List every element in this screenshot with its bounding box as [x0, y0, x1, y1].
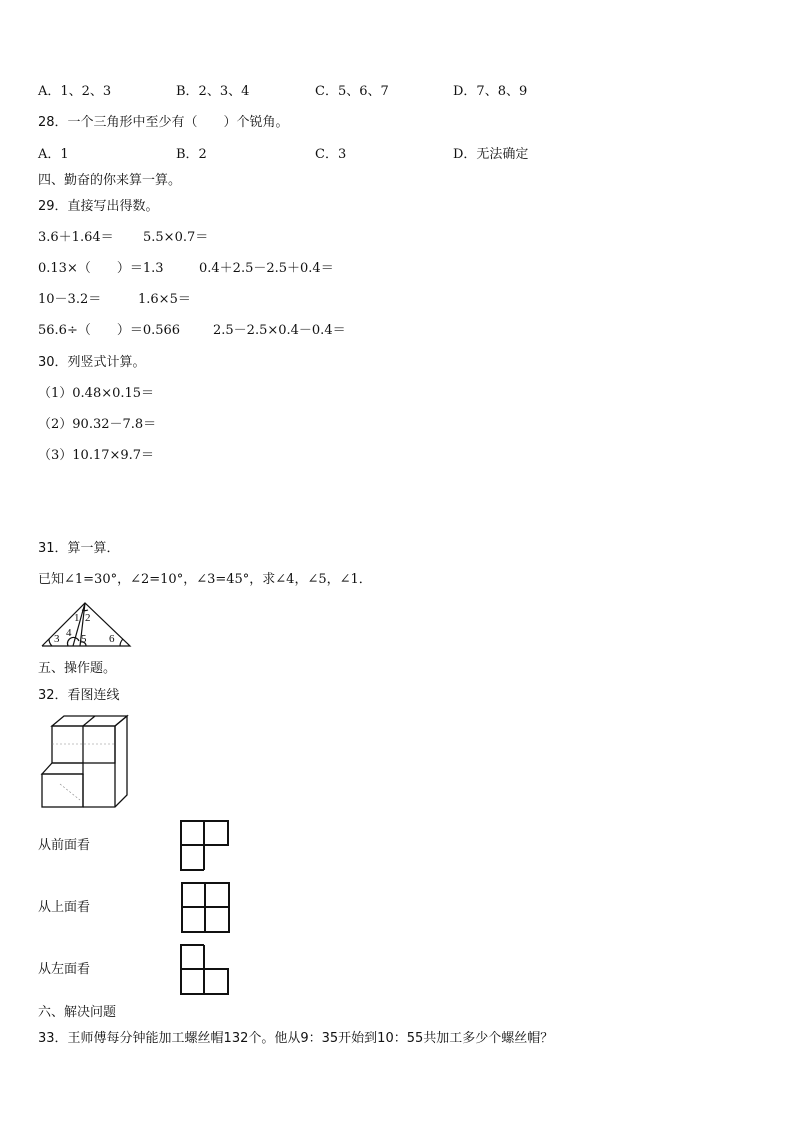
angle-label: 2	[85, 612, 91, 624]
view-shape-a	[180, 820, 230, 872]
angle-label: 1	[74, 612, 80, 624]
q28-option-c: C．3	[315, 147, 347, 162]
q32-title: 32．看图连线	[38, 688, 120, 703]
section-6-heading: 六、解决问题	[38, 1005, 117, 1020]
q30-item-2: （2）90.32－7.8＝	[38, 417, 157, 432]
q31-text: 已知∠1=30°，∠2=10°，∠3=45°，求∠4，∠5，∠1．	[38, 572, 372, 587]
cube-stack-figure	[40, 714, 130, 810]
q33-question: 33．王师傅每分钟能加工螺丝帽132个。他从9：35开始到10：55共加工多少个螺丝帽？	[38, 1031, 554, 1046]
q29-problem: 10－3.2＝	[38, 292, 102, 307]
q27-option-b: B．2、3、4	[176, 84, 250, 99]
section-4-heading: 四、勤奋的你来算一算。	[38, 173, 182, 188]
angle-label: 3	[54, 633, 60, 645]
q29-problem: 0.4＋2.5－2.5＋0.4＝	[199, 261, 334, 276]
angle-label: 4	[66, 627, 72, 639]
q29-problem: 0.13×（ ）＝1.3	[38, 261, 164, 276]
q30-title: 30．列竖式计算。	[38, 355, 146, 370]
q29-problem: 3.6＋1.64＝	[38, 230, 114, 245]
view-shape-c	[180, 944, 230, 996]
q27-option-c: C．5、6、7	[315, 84, 389, 99]
q31-title: 31．算一算．	[38, 541, 120, 556]
q30-item-1: （1）0.48×0.15＝	[38, 386, 155, 401]
section-5-heading: 五、操作题。	[38, 661, 117, 676]
view-label-front: 从前面看	[38, 838, 91, 853]
view-shape-b	[181, 882, 231, 934]
q29-problem: 56.6÷（ ）＝0.566	[38, 323, 181, 338]
triangle-figure	[40, 600, 132, 648]
q29-title: 29．直接写出得数。	[38, 199, 159, 214]
view-label-top: 从上面看	[38, 900, 91, 915]
q27-option-d: D．7、8、9	[453, 84, 528, 99]
q27-option-a: A．1、2、3	[38, 84, 112, 99]
q29-problem: 5.5×0.7＝	[143, 230, 209, 245]
q29-problem: 2.5－2.5×0.4－0.4＝	[213, 323, 346, 338]
view-label-left: 从左面看	[38, 962, 91, 977]
q30-item-3: （3）10.17×9.7＝	[38, 448, 155, 463]
q28-option-a: A．1	[38, 147, 69, 162]
angle-label: 6	[109, 633, 115, 645]
q29-problem: 1.6×5＝	[138, 292, 191, 307]
q28-option-d: D．无法确定	[453, 147, 529, 162]
q28-option-b: B．2	[176, 147, 207, 162]
q28-question: 28．一个三角形中至少有（ ）个锐角。	[38, 115, 289, 130]
angle-label: 5	[81, 633, 87, 645]
